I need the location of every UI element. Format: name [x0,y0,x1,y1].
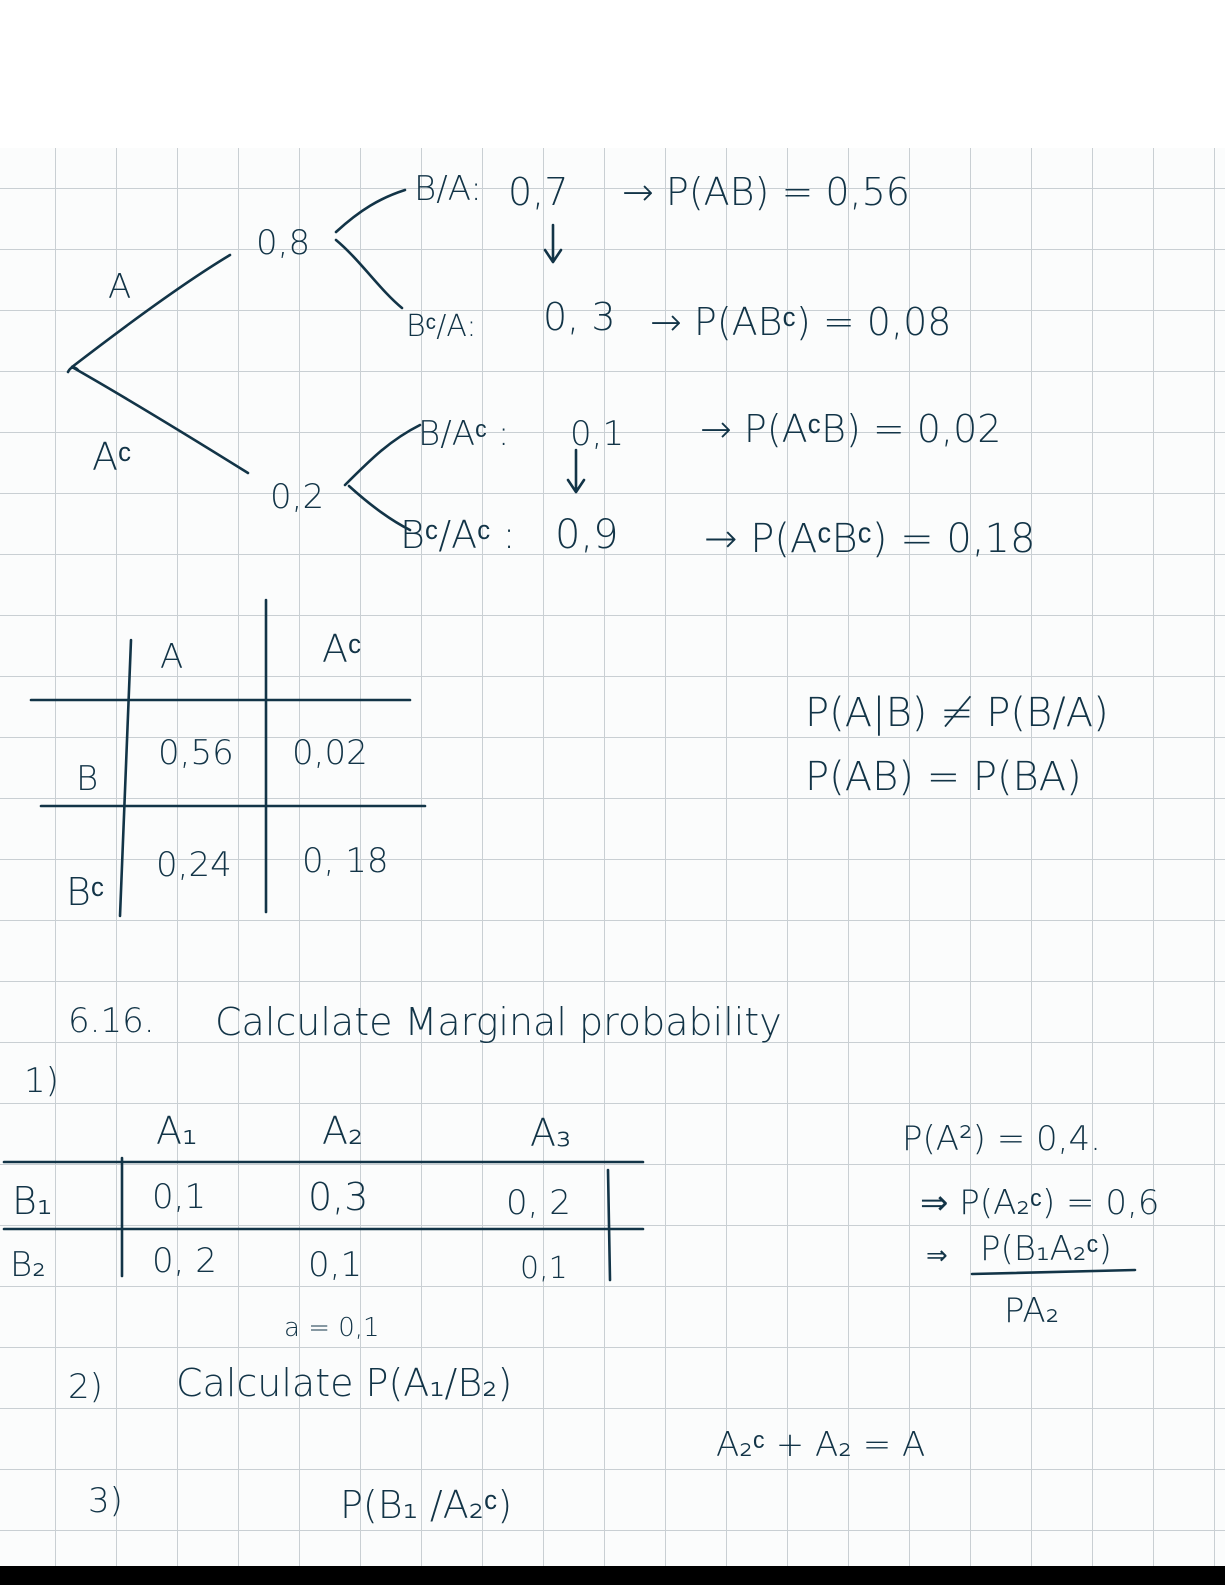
section-number: 6.16. [68,1001,155,1041]
prob-a: 0,8 [256,223,311,263]
step-1-label: 1) [24,1061,59,1101]
cond-bc-given-ac: Bᶜ/Aᶜ : [400,513,516,557]
section-title: Calculate Marginal probability [215,1000,782,1044]
prob-b-given-a: 0,7 [508,170,569,214]
branch-line-bc-a [336,240,402,308]
table1-row-bc: Bᶜ [66,870,105,914]
table1-cell: 0,24 [156,845,232,885]
prob-bc-given-a: 0, 3 [543,295,616,339]
calc-p-a2c: ⇒ P(A₂ᶜ) = 0,6 [920,1183,1160,1223]
table1-col-ac: Aᶜ [322,627,362,671]
prob-bc-given-ac: 0,9 [555,512,619,558]
table2-row-b1: B₁ [12,1179,53,1223]
tree-root [68,367,78,372]
cond-b-given-a: B/A: [414,169,482,209]
table2-cell: 0,1 [152,1177,207,1217]
calc-numerator: P(B₁A₂ᶜ) [980,1229,1112,1269]
branch-label-a: A [108,267,132,307]
result-p-ab: → P(AB) = 0,56 [622,170,910,214]
table2-col-a2: A₂ [322,1109,364,1153]
table2-cell: 0, 2 [152,1241,217,1281]
joint-table-2 [4,1109,643,1343]
branch-label-ac: Aᶜ [92,435,132,479]
calc-denominator: PA₂ [1004,1291,1060,1331]
arrow-down-icon [568,450,584,492]
table2-note: a = 0,1 [284,1313,380,1343]
table2-cell: 0,1 [520,1251,568,1286]
joint-table-1 [31,600,425,916]
table1-cell: 0,56 [158,733,234,773]
table1-cell: 0,02 [292,733,368,773]
prob-b-given-ac: 0,1 [570,414,625,454]
result-p-acbc: → P(AᶜBᶜ) = 0,18 [704,516,1036,562]
prob-ac: 0,2 [270,477,325,517]
calc-p-a2: P(A²) = 0,4. [902,1119,1101,1159]
table2-row-b2: B₂ [10,1245,46,1285]
table2-cell: 0,3 [308,1175,369,1219]
result-p-abc: → P(ABᶜ) = 0,08 [650,300,952,344]
table2-cell: 0,1 [308,1245,363,1285]
table2-cell: 0, 2 [506,1183,571,1223]
fraction-bar [972,1270,1135,1274]
table1-cell: 0, 18 [302,841,389,881]
cond-b-given-ac: B/Aᶜ : [418,414,510,454]
step-2-label: 2) [68,1367,103,1407]
table1-col-a: A [160,637,184,677]
note-inequality: P(A|B) ≠ P(B/A) [805,690,1109,736]
note-equality: P(AB) = P(BA) [805,754,1082,800]
result-p-acb: → P(AᶜB) = 0,02 [700,407,1002,451]
branch-line-a [72,255,230,367]
branch-line-b-a [336,190,405,232]
arrow-down-icon [545,225,561,262]
table-line [608,1170,610,1280]
step-3-label: 3) [88,1481,123,1521]
step-2-text: Calculate P(A₁/B₂) [176,1361,513,1405]
branch-line-b-ac [345,425,420,485]
bottom-bar [0,1566,1225,1585]
table2-col-a1: A₁ [156,1109,198,1153]
union-note: A₂ᶜ + A₂ = A [716,1425,926,1465]
step-3-text: P(B₁ /A₂ᶜ) [340,1483,513,1527]
table-line [120,640,131,916]
table1-row-b: B [76,759,99,799]
cond-bc-given-a: Bᶜ/A: [406,309,477,344]
table2-col-a3: A₃ [530,1111,572,1155]
calc-implies: ⇒ [926,1241,948,1271]
probability-tree [68,169,1035,562]
